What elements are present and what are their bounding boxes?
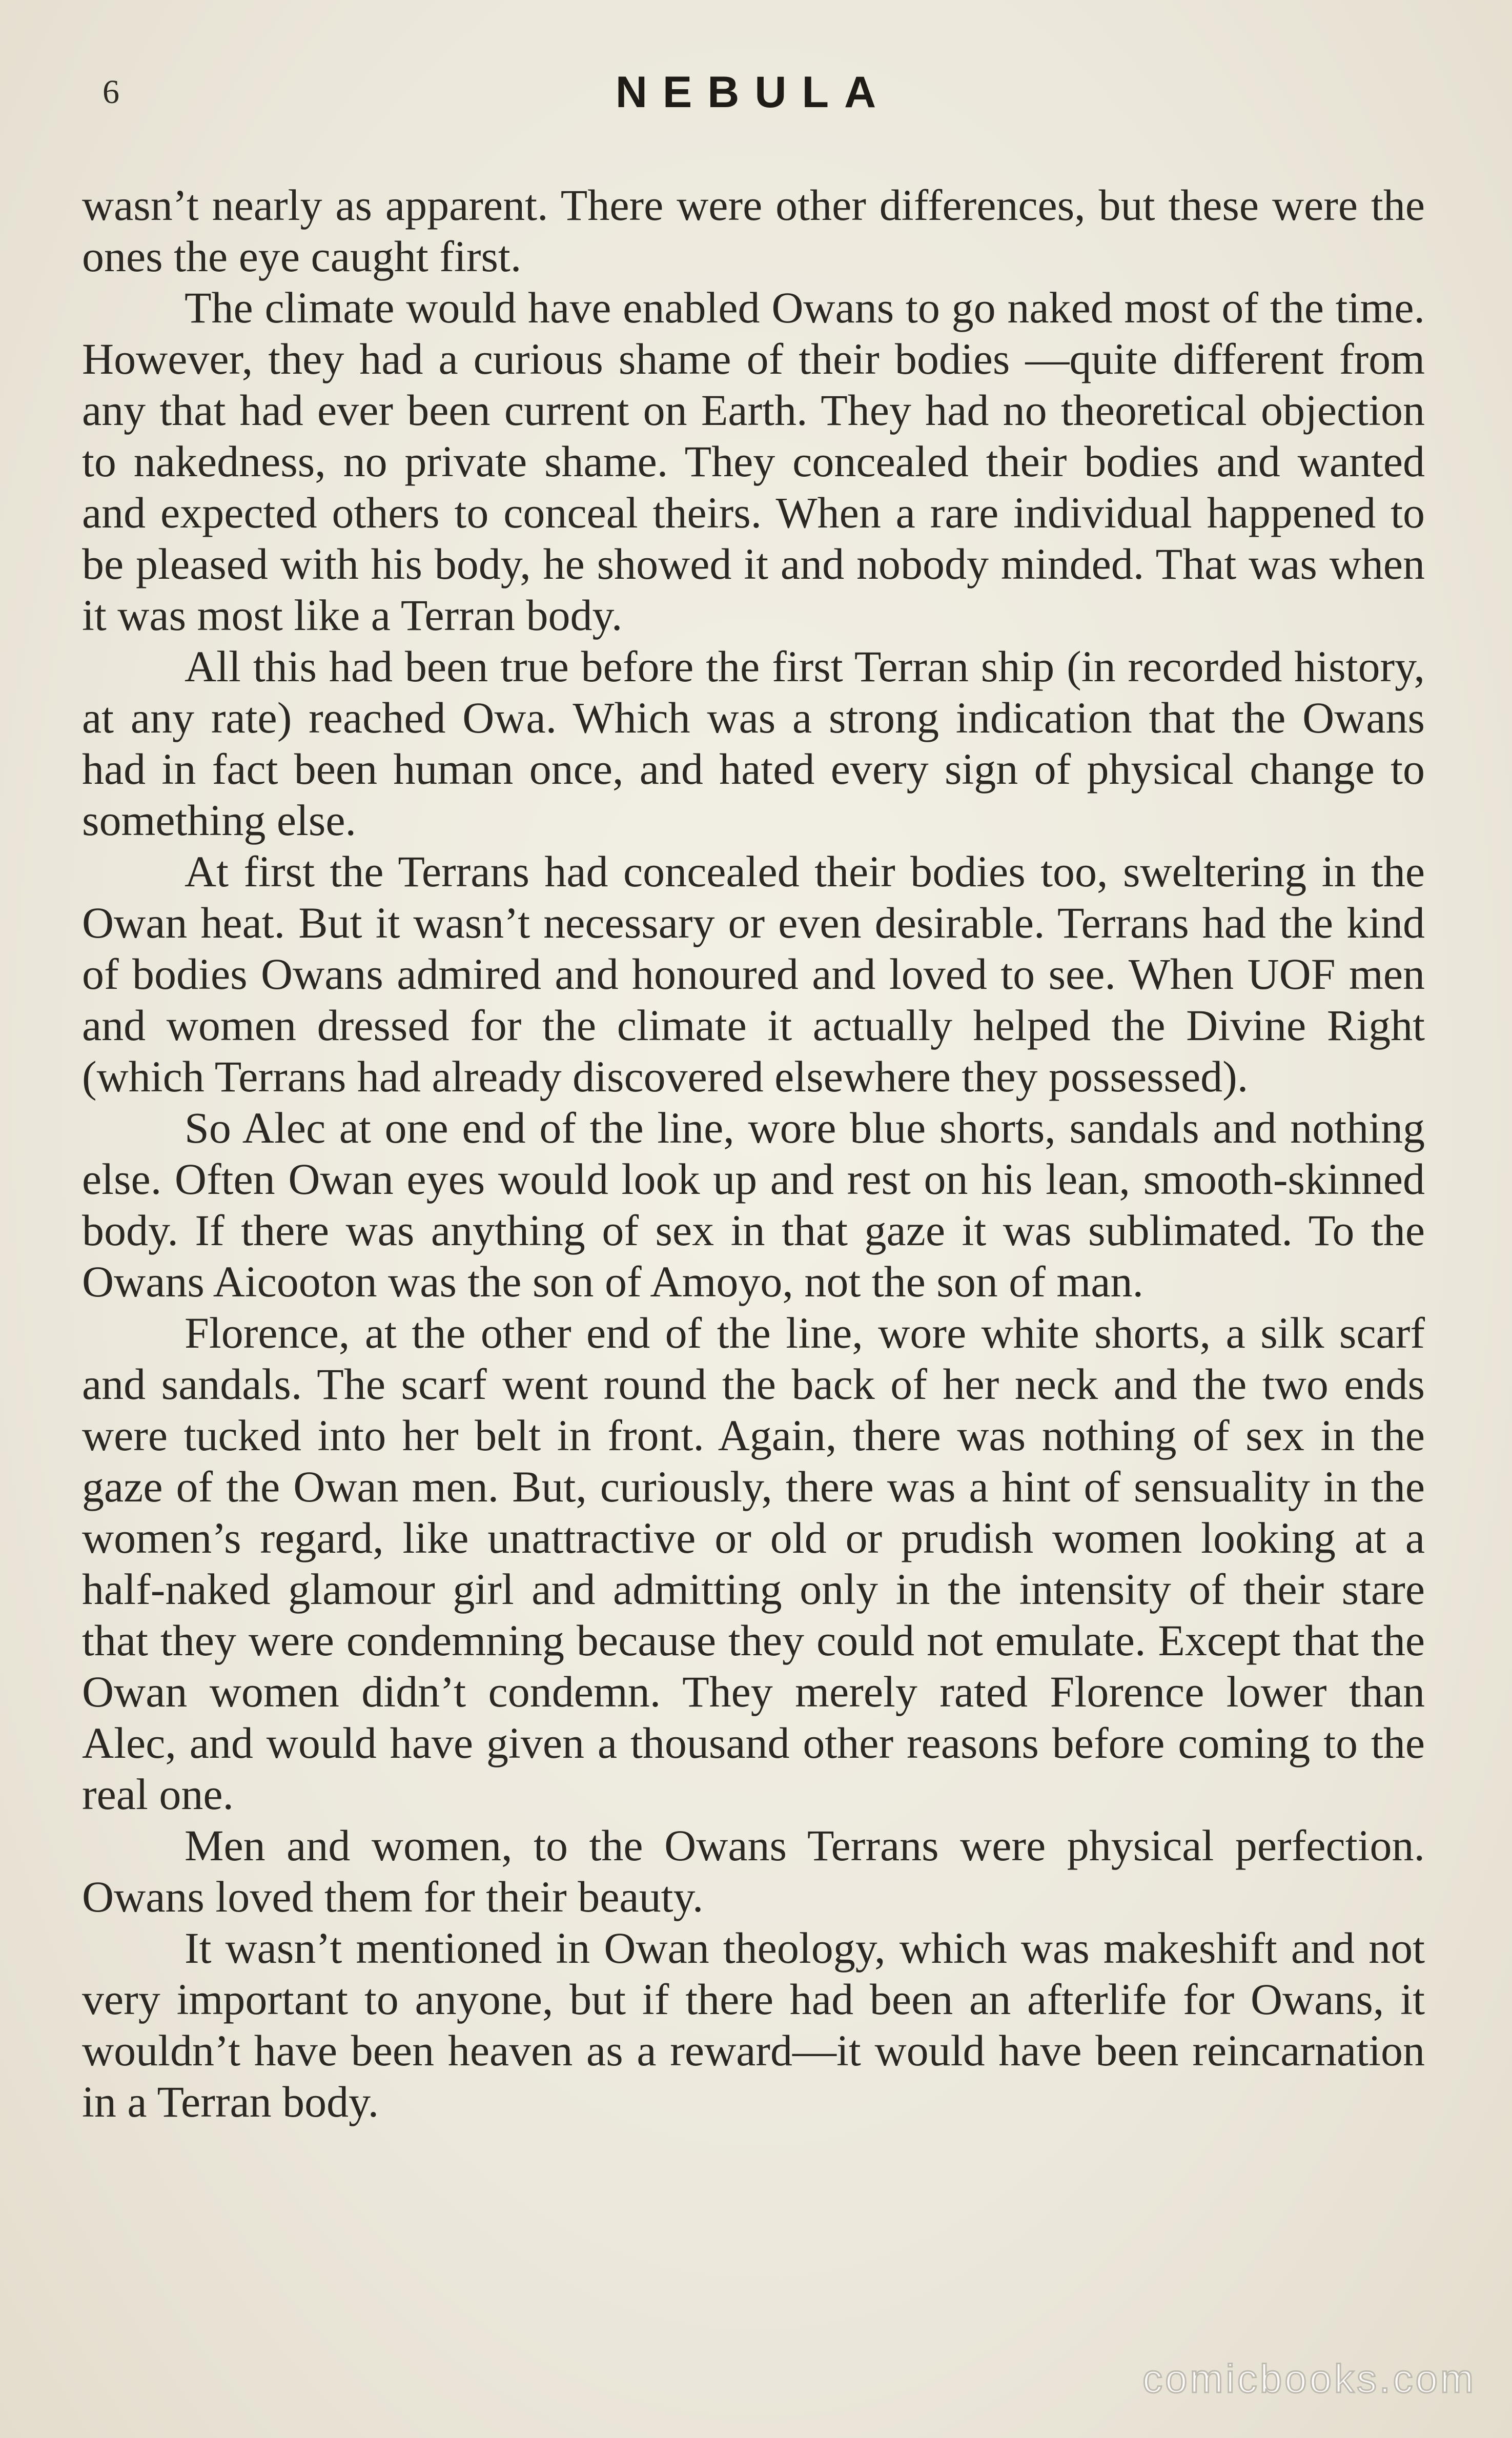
- paragraph-6: Florence, at the other end of the line, wore white shorts, a silk scarf and sandals. The scarf went round the back of her neck and the two ends were tucked into her belt in front. Again, there was nothing of sex in the gaze of the Owan men. But, curiously, there was a hint of sensuality in the women’s regard, like unattractive or old or prudish women looking at a half-naked glamour girl and admitting only in the intensity of their stare that they were condemning because they could not emulate. Except that the Owan women didn’t condemn. They merely rated Florence lower than Alec, and would have given a thousand other reasons before coming to the real one.: [82, 1308, 1425, 1819]
- paragraph-7: Men and women, to the Owans Terrans were physical perfection. Owans loved them for their beauty.: [82, 1821, 1425, 1921]
- paragraph-4: At first the Terrans had concealed their bodies too, sweltering in the Owan heat. But it wasn’t necessary or even desirable. Terrans had the kind of bodies Owans admired and honoured and loved to see. When UOF men and women dressed for the climate it actually helped the Divine Right (which Terrans had already discovered elsewhere they possessed).: [82, 847, 1425, 1101]
- page-header: [82, 67, 1425, 123]
- watermark: comicbooks.com: [1142, 2356, 1476, 2401]
- paragraph-8: It wasn’t mentioned in Owan theology, which was makeshift and not very important to anyone, but if there had been an afterlife for Owans, it wouldn’t have been heaven as a reward—it would have been reincarnation in a Terran body.: [82, 1923, 1425, 2126]
- running-title: NEBULA: [615, 68, 892, 117]
- body-text: [82, 179, 1425, 2127]
- paragraph-2: The climate would have enabled Owans to go naked most of the time. However, they had a curious shame of their bodies —quite different from any that had ever been current on Earth. They had no theoretical objection to nakedness, no private shame. They concealed their bodies and wanted and expected others to conceal theirs. When a rare individual happened to be pleased with his body, he showed it and nobody minded. That was when it was most like a Terran body.: [82, 283, 1425, 640]
- paragraph-3: All this had been true before the first Terran ship (in recorded history, at any rate) reached Owa. Which was a strong indication that the Owans had in fact been human once, and hated every sign of physical change to something else.: [82, 642, 1425, 845]
- paragraph-5: So Alec at one end of the line, wore blue shorts, sandals and nothing else. Often Owan eyes would look up and rest on his lean, smooth-skinned body. If there was anything of sex in that gaze it was sublimated. To the Owans Aicooton was the son of Amoyo, not the son of man.: [82, 1103, 1425, 1306]
- page-number: 6: [103, 73, 119, 111]
- paragraph-1: wasn’t nearly as apparent. There were other differences, but these were the ones the eye caught first.: [82, 180, 1425, 281]
